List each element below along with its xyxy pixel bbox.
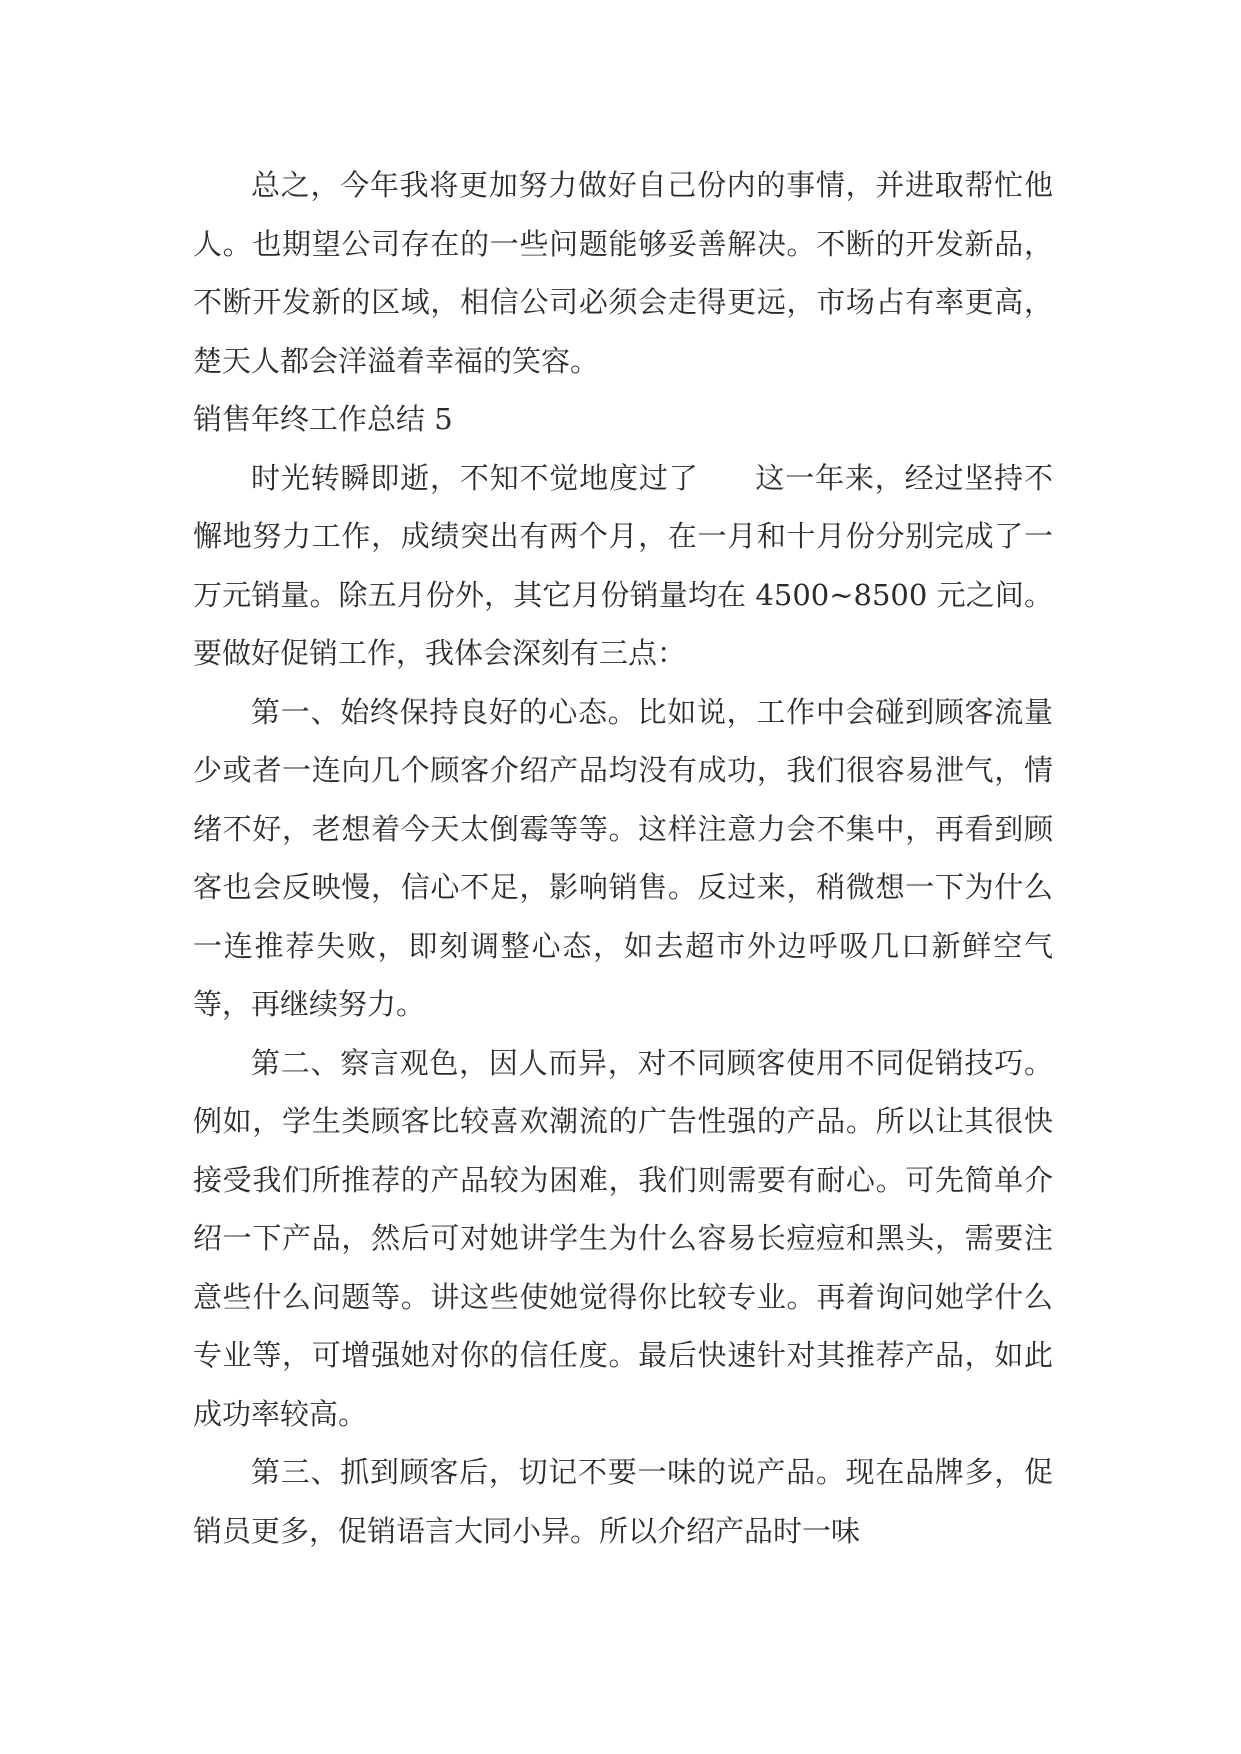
document-body [193,156,1053,1560]
intro-part-2: 这一年来，经过坚持不懈地努力工作，成绩突出有两个月，在一月和十月份分别完成了一万元销量。除五月份外，其它月份销量均在 4500~8500 元之间。要做好促销工作，我体会深刻有三点： [193,460,1053,670]
paragraph-conclusion: 总之，今年我将更加努力做好自己份内的事情，并进取帮忙他人。也期望公司存在的一些问题能够妥善解决。不断的开发新品，不断开发新的区域，相信公司必须会走得更远，市场占有率更高，楚天人都会洋溢着幸福的笑容。 [193,168,1053,378]
paragraph-intro [193,449,1053,683]
paragraph-point-3: 第三、抓到顾客后，切记不要一味的说产品。现在品牌多，促销员更多，促销语言大同小异。所以介绍产品时一味 [193,1455,1053,1548]
section-heading: 销售年终工作总结 5 [193,402,453,436]
paragraph-point-2: 第二、察言观色，因人而异，对不同顾客使用不同促销技巧。例如，学生类顾客比较喜欢潮流的广告性强的产品。所以让其很快接受我们所推荐的产品较为困难，我们则需要有耐心。可先简单介绍一下产品，然后可对她讲学生为什么容易长痘痘和黑头，需要注意些什么问题等。讲这些使她觉得你比较专业。再着询问她学什么专业等，可增强她对你的信任度。最后快速针对其推荐产品，如此成功率较高。 [193,1045,1053,1431]
paragraph-point-1: 第一、始终保持良好的心态。比如说，工作中会碰到顾客流量少或者一连向几个顾客介绍产品均没有成功，我们很容易泄气，情绪不好，老想着今天太倒霉等等。这样注意力会不集中，再看到顾客也会反映慢，信心不足，影响销售。反过来，稍微想一下为什么一连推荐失败，即刻调整心态，如去超市外边呼吸几口新鲜空气等，再继续努力。 [193,694,1053,1021]
intro-part-1: 时光转瞬即逝，不知不觉地度过了 [251,460,699,495]
